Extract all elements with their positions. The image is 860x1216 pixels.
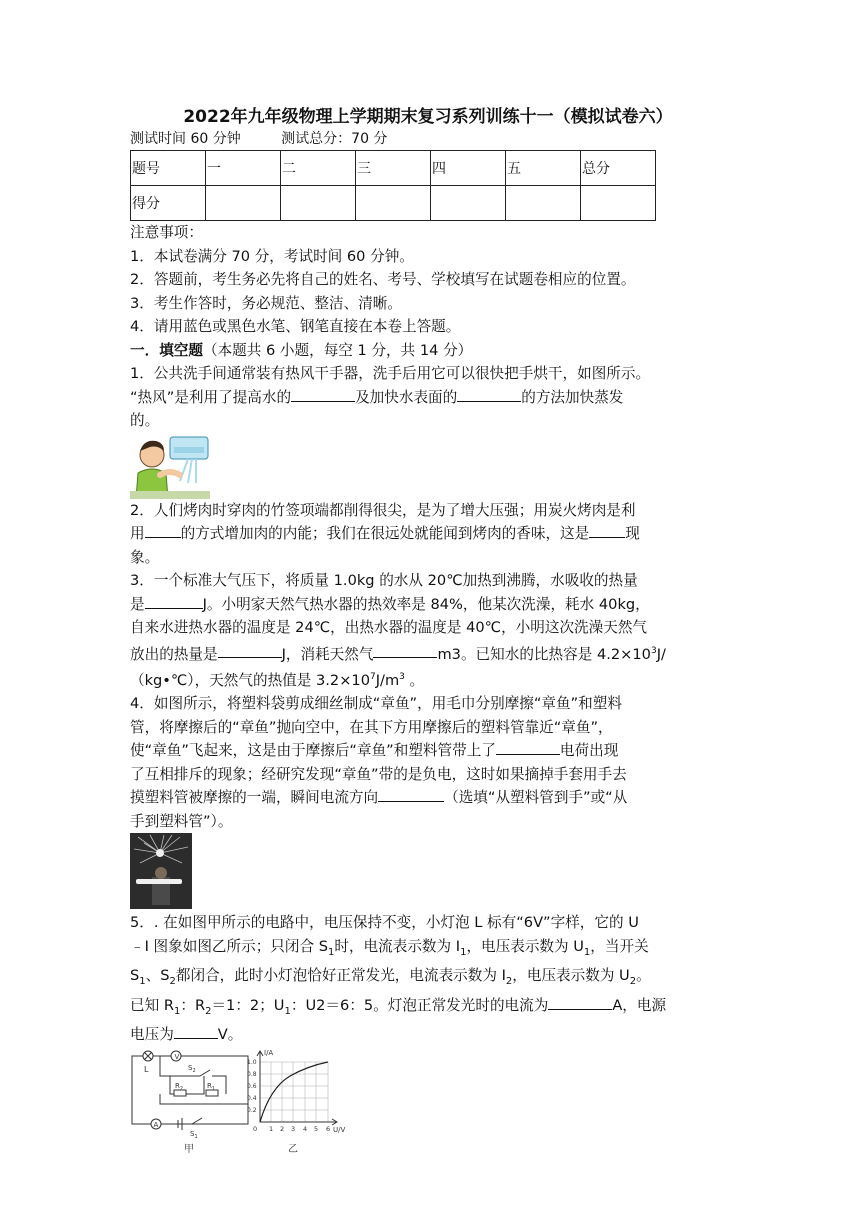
q5-sub: 1: [173, 1005, 181, 1017]
q3-line: 自来水进热水器的温度是 24℃，出热水器的温度是 40℃，小明这次洗澡天然气: [130, 619, 648, 636]
q5-text: 时，电流表示数为 I: [334, 937, 461, 955]
x-tick: 2: [280, 1125, 285, 1134]
ui-curve: [260, 1062, 328, 1122]
q1-text: 及加快水表面的: [355, 388, 458, 406]
notes-heading: 注意事项：: [130, 224, 203, 241]
q2-line: 2．人们烤肉时穿肉的竹签项端都削得很尖，是为了增大压强；用炭火烤肉是利: [130, 501, 636, 519]
exam-total: 测试总分：70 分: [281, 131, 388, 147]
score-header-cell: 一: [206, 151, 281, 186]
score-cell[interactable]: [581, 186, 656, 221]
exam-meta: [130, 129, 730, 149]
q3-sup: 7: [370, 671, 376, 682]
q5-line: [130, 964, 730, 993]
score-table: [130, 150, 656, 221]
lamp-label: L: [144, 1065, 149, 1075]
circuit-caption: 甲: [184, 1144, 194, 1156]
answer-blank[interactable]: [145, 523, 181, 538]
q5-sub: 1: [284, 1005, 291, 1017]
score-table-score-row: [131, 186, 656, 221]
q1-text: “热风”是利用了提高水的: [130, 388, 292, 406]
x-tick: 4: [303, 1125, 308, 1134]
score-cell[interactable]: [431, 186, 506, 221]
q1-line: 的。: [130, 412, 160, 429]
q5-text: 。: [636, 967, 651, 985]
q5-text: V。: [217, 1025, 243, 1043]
q2-line: 象。: [130, 548, 160, 566]
q3-sup: 3: [399, 671, 405, 682]
q5-sub: 1: [583, 946, 591, 958]
q5-line: [130, 935, 730, 964]
q4-line: 4．如图所示，将塑料袋剪成细丝制成“章鱼”，用毛巾分别摩擦“章鱼”和塑料: [130, 695, 622, 713]
y-tick: 0.6: [247, 1083, 257, 1091]
q5-text: 电压为: [130, 1025, 174, 1043]
voltmeter-label: V: [174, 1053, 180, 1062]
exam-time: 测试时间 60 分钟: [130, 131, 241, 147]
q5-sub: 2: [505, 976, 513, 988]
q3-text: J/: [656, 645, 666, 663]
q2-text: 用: [130, 525, 145, 542]
q5-line: [130, 1023, 730, 1047]
q4-line: 手到塑料管”）。: [130, 812, 233, 830]
answer-blank[interactable]: [373, 643, 437, 658]
y-tick: 0.2: [247, 1107, 257, 1115]
q5-sub: 1: [327, 946, 335, 958]
q3-text: 。: [404, 671, 425, 689]
q1-line: 1．公共洗手间通常装有热风干手器，洗手后用它可以很快把手烘干，如图所示。: [130, 365, 651, 382]
score-cell[interactable]: [281, 186, 356, 221]
circuit-diagram: [132, 1051, 248, 1130]
q5-sub: 2: [629, 976, 637, 988]
q4-line: [130, 739, 730, 763]
score-header-cell: 总分: [581, 151, 656, 186]
score-cell[interactable]: [506, 186, 581, 221]
y-axis-label: I/A: [264, 1049, 274, 1058]
answer-blank[interactable]: [218, 643, 282, 658]
score-row-label: 得分: [131, 186, 206, 221]
q5-text: ，电压表示数为 U: [512, 967, 630, 985]
q5-text: ：R: [180, 996, 206, 1014]
q3-text: m3。已知水的比热容是 4.2×10: [437, 645, 651, 663]
note-item: 4．请用蓝色或黑色水笔、钢笔直接在本卷上答题。: [130, 318, 461, 335]
q5-text: ：U2＝6：5。灯泡正常发光时的电流为: [290, 996, 549, 1014]
section-heading: [130, 339, 730, 363]
q3-text: 是: [130, 595, 145, 613]
score-cell[interactable]: [356, 186, 431, 221]
q5-text: 、S: [145, 967, 170, 985]
q5-sub: 1: [139, 976, 146, 988]
x-tick: 1: [269, 1125, 274, 1134]
score-header-cell: 题号: [131, 151, 206, 186]
note-item: 3．考生作答时，务必规范、整洁、清晰。: [130, 294, 402, 312]
q2-line: [130, 522, 730, 546]
answer-blank[interactable]: [457, 387, 521, 402]
q4-line: [130, 786, 730, 810]
q5-line: [130, 994, 730, 1023]
resistor-r1-label: $R_1$: [207, 1082, 216, 1093]
note-item: 2．答题前，考生务必先将自己的姓名、考号、学校填写在试题卷相应的位置。: [130, 271, 636, 288]
section-desc: （本题共 6 小题，每空 1 分，共 14 分）: [202, 341, 473, 359]
q5-sub: 2: [169, 976, 176, 988]
hand-dryer-image: [130, 433, 210, 499]
ammeter-label: A: [153, 1121, 159, 1130]
x-axis-label: U/V: [333, 1126, 346, 1135]
x-tick: 6: [326, 1125, 331, 1134]
q5-sub: 1: [460, 946, 467, 958]
answer-blank[interactable]: [174, 1024, 218, 1039]
q5-text: 已知 R: [130, 996, 174, 1014]
score-cell[interactable]: [206, 186, 281, 221]
q4-text: 使“章鱼”飞起来，这是由于摩擦后“章鱼”和塑料管带上了: [130, 742, 496, 760]
q5-sub: 2: [205, 1005, 212, 1017]
q3-sup: 3: [650, 645, 657, 656]
q2-text: 现: [625, 525, 640, 542]
q1-line: [130, 386, 730, 410]
q3-line: [130, 666, 730, 692]
q5-figures: [130, 1048, 370, 1158]
ui-graph: [247, 1049, 345, 1155]
q5-text: ，当开关: [590, 937, 649, 955]
q3-line: [130, 593, 730, 617]
score-header-cell: 二: [281, 151, 356, 186]
answer-blank[interactable]: [589, 523, 625, 538]
score-header-cell: 五: [506, 151, 581, 186]
q3-text: （kg•℃），天然气的热值是 3.2×10: [130, 671, 370, 689]
y-tick: 0.4: [247, 1095, 257, 1103]
q3-text: 放出的热量是: [130, 645, 218, 663]
q3-line: 3．一个标准大气压下，将质量 1.0kg 的水从 20℃加热到沸腾，水吸收的热量: [130, 572, 638, 589]
x-tick: 3: [291, 1125, 296, 1134]
answer-blank[interactable]: [496, 740, 560, 755]
q3-line: [130, 640, 730, 666]
score-header-cell: 三: [356, 151, 431, 186]
q5-text: ﹣I 图象如图乙所示；只闭合 S: [130, 937, 328, 955]
section-title: 一．填空题: [130, 341, 203, 359]
exam-page: [130, 102, 730, 1158]
q5-text: S: [130, 967, 140, 985]
q4-text: 摸塑料管被摩擦的一端，瞬间电流方向: [130, 789, 379, 807]
graph-caption: 乙: [288, 1144, 298, 1156]
q3-text: J，消耗天然气: [281, 645, 374, 663]
q5-text: 都闭合，此时小灯泡恰好正常发光，电流表示数为 I: [175, 967, 506, 985]
q5-text: ，电压表示数为 U: [466, 937, 584, 955]
q1-text: 的方法加快蒸发: [521, 388, 624, 406]
score-table-header-row: [131, 151, 656, 186]
answer-blank[interactable]: [145, 594, 203, 609]
q5-line: 5．. 在如图甲所示的电路中，电压保持不变，小灯泡 L 标有“6V”字样，它的 U: [130, 914, 639, 932]
q5-text: A，电源: [612, 996, 667, 1014]
octopus-experiment-photo: [130, 833, 192, 909]
q4-text: （选填“从塑料管到手”或“从: [444, 789, 628, 807]
q2-text: 的方式增加肉的内能；我们在很远处就能闻到烤肉的香味，这是: [180, 525, 590, 542]
q3-text: J/m: [375, 671, 400, 689]
q4-text: 电荷出现: [559, 742, 619, 760]
note-item: 1．本试卷满分 70 分，考试时间 60 分钟。: [130, 247, 414, 265]
page-title: 2022年九年级物理上学期期末复习系列训练十一（模拟试卷六）: [183, 107, 673, 127]
y-tick: 0.8: [247, 1071, 257, 1079]
switch-s2-label: $S_2$: [188, 1064, 196, 1075]
answer-blank[interactable]: [378, 787, 444, 802]
x-tick: 0: [253, 1125, 258, 1134]
x-tick: 5: [314, 1125, 319, 1134]
resistor-r2-label: $R_2$: [175, 1082, 184, 1093]
answer-blank[interactable]: [548, 995, 612, 1010]
q5-text: ＝1：2；U: [211, 996, 285, 1014]
answer-blank[interactable]: [291, 387, 355, 402]
switch-s1-label: $S_1$: [190, 1130, 198, 1141]
y-tick: 1.0: [247, 1059, 257, 1067]
q3-text: J。小明家天然气热水器的热效率是 84%，他某次洗澡，耗水 40kg，: [202, 595, 650, 613]
score-header-cell: 四: [431, 151, 506, 186]
q4-line: 管，将摩擦后的“章鱼”抛向空中，在其下方用摩擦后的塑料管靠近“章鱼”，: [130, 718, 613, 736]
q4-line: 了互相排斥的现象；经研究发现“章鱼”带的是负电，这时如果摘掉手套用手去: [130, 765, 627, 783]
